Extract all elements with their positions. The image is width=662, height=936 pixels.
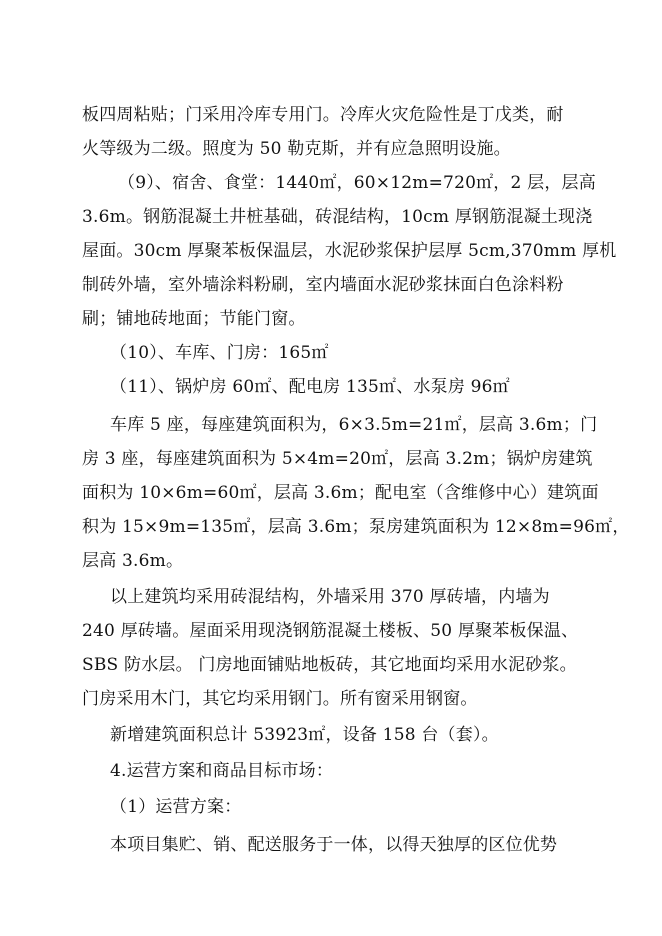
- text-line-11: 房 3 座，每座建筑面积为 5×4m=20㎡，层高 3.2m；锅炉房建筑: [82, 449, 593, 469]
- text-line-13: 积为 15×9m=135㎡，层高 3.6m；泵房建筑面积为 12×8m=96㎡，: [82, 517, 630, 537]
- text-line-16: 240 厚砖墙。屋面采用现浇钢筋混凝土楼板、50 厚聚苯板保温、: [82, 621, 579, 641]
- text-line-9: （11）、锅炉房 60㎡、配电房 135㎡、水泵房 96㎡: [110, 377, 510, 397]
- text-line-2: 火等级为二级。照度为 50 勒克斯，并有应急照明设施。: [82, 139, 511, 159]
- text-line-17: SBS 防水层。 门房地面铺贴地板砖，其它地面均采用水泥砂浆。: [82, 655, 577, 675]
- text-line-15: 以上建筑均采用砖混结构，外墙采用 370 厚砖墙，内墙为: [110, 587, 550, 607]
- text-line-18: 门房采用木门，其它均采用钢门。所有窗采用钢窗。: [82, 689, 478, 709]
- text-line-6: 制砖外墙，室外墙涂料粉刷，室内墙面水泥砂浆抹面白色涂料粉: [82, 275, 564, 295]
- text-line-21: （1）运营方案：: [110, 797, 242, 817]
- text-line-5: 屋面。30cm 厚聚苯板保温层，水泥砂浆保护层厚 5cm,370mm 厚机: [82, 241, 617, 261]
- text-line-22: 本项目集贮、销、配送服务于一体，以得天独厚的区位优势: [110, 835, 558, 855]
- text-line-20: 4.运营方案和商品目标市场：: [110, 761, 334, 781]
- text-line-19: 新增建筑面积总计 53923㎡，设备 158 台（套）。: [110, 725, 499, 745]
- text-line-3: （9）、宿舍、食堂：1440㎡，60×12m=720㎡，2 层，层高: [118, 173, 596, 193]
- text-line-12: 面积为 10×6m=60㎡，层高 3.6m；配电室（含维修中心）建筑面: [82, 483, 599, 503]
- text-line-10: 车库 5 座，每座建筑面积为，6×3.5m=21㎡，层高 3.6m；门: [110, 415, 598, 435]
- text-line-4: 3.6m。钢筋混凝土井桩基础，砖混结构，10cm 厚钢筋混凝土现浇: [82, 207, 593, 227]
- text-line-8: （10）、车库、门房：165㎡: [110, 343, 329, 363]
- text-line-1: 板四周粘贴；门采用冷库专用门。冷库火灾危险性是丁戊类，耐: [82, 105, 564, 125]
- text-line-14: 层高 3.6m。: [82, 551, 184, 571]
- text-line-7: 刷；铺地砖地面；节能门窗。: [82, 309, 306, 329]
